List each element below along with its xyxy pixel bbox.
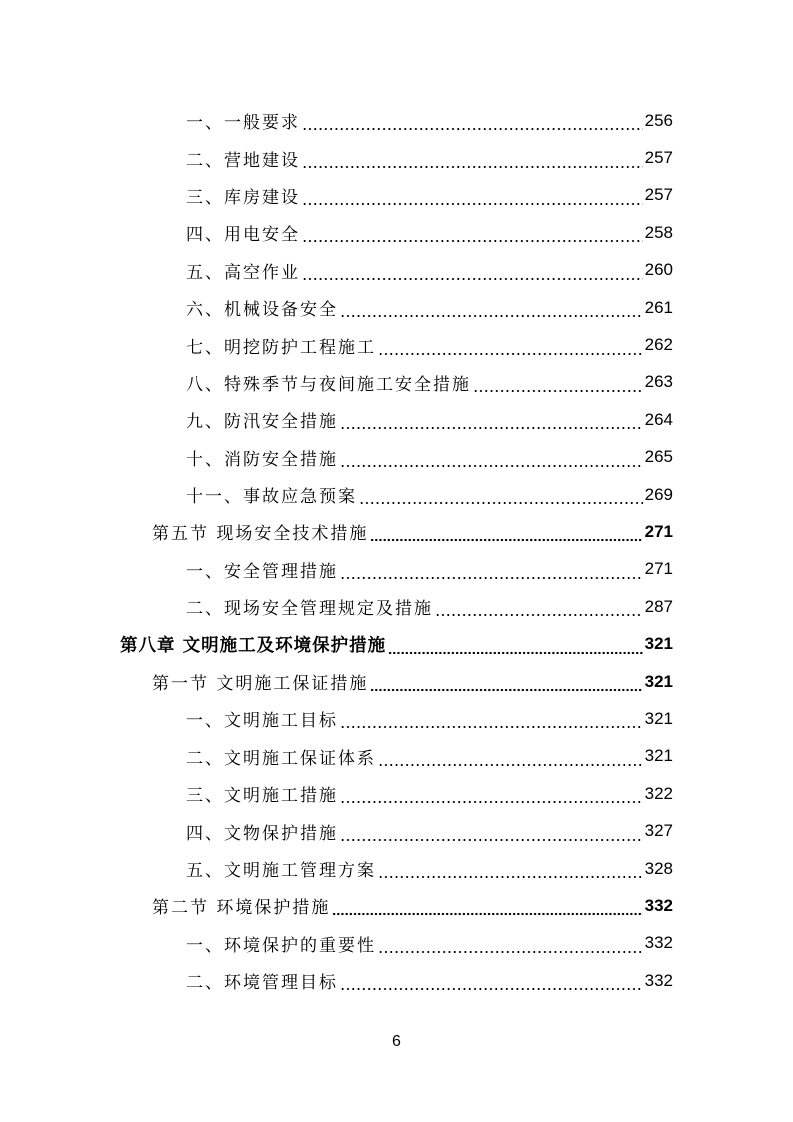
toc-entry-title: 二、现场安全管理规定及措施 (186, 599, 433, 620)
toc-entry-title: 第五节 现场安全技术措施 (152, 524, 369, 545)
toc-entry-page: 257 (644, 148, 673, 168)
toc-entry-item[interactable] (0, 738, 793, 775)
toc-entry-item[interactable] (0, 588, 793, 625)
toc-entry-page: 261 (644, 297, 673, 317)
toc-entry-section[interactable] (0, 513, 793, 550)
toc-entry-item[interactable] (0, 401, 793, 438)
toc-dot-leader (378, 750, 643, 767)
toc-entry-page: 263 (644, 372, 673, 392)
toc-entry-page: 328 (644, 858, 673, 878)
toc-dot-leader (340, 451, 643, 468)
toc-entry-title: 三、文明施工措施 (186, 786, 338, 807)
toc-entry-page: 256 (644, 110, 673, 130)
toc-entry-title: 一、一般要求 (186, 113, 300, 134)
toc-dot-leader (435, 600, 643, 617)
toc-entry-page: 322 (644, 783, 673, 803)
toc-dot-leader (340, 563, 643, 580)
toc-entry-item[interactable] (0, 812, 793, 849)
toc-entry-item[interactable] (0, 476, 793, 513)
toc-entry-title: 五、高空作业 (186, 262, 300, 283)
toc-entry-title: 十、消防安全措施 (186, 449, 338, 470)
toc-dot-leader (302, 264, 643, 281)
toc-entry-title: 第二节 环境保护措施 (152, 898, 331, 919)
page-number: 6 (392, 1033, 401, 1050)
toc-entry-item[interactable] (0, 962, 793, 999)
toc-dot-leader (340, 712, 643, 729)
toc-entry-page: 321 (644, 746, 673, 766)
toc-entry-title: 七、明挖防护工程施工 (186, 337, 376, 358)
toc-dot-leader (340, 974, 643, 991)
toc-entry-page: 321 (644, 671, 673, 691)
toc-entry-page: 260 (644, 260, 673, 280)
toc-dot-leader (340, 413, 643, 430)
toc-entry-page: 321 (644, 634, 673, 654)
toc-entry-item[interactable] (0, 700, 793, 737)
toc-entry-item[interactable] (0, 925, 793, 962)
toc-dot-leader (302, 152, 643, 169)
toc-entry-page: 264 (644, 409, 673, 429)
toc-entry-title: 一、环境保护的重要性 (186, 935, 376, 956)
toc-dot-leader (332, 899, 642, 916)
toc-entry-page: 287 (644, 596, 673, 616)
toc-entry-title: 一、文明施工目标 (186, 711, 338, 732)
toc-entry-title: 一、安全管理措施 (186, 561, 338, 582)
toc-entry-page: 271 (644, 521, 673, 541)
toc-entry-item[interactable] (0, 775, 793, 812)
toc-entry-item[interactable] (0, 326, 793, 363)
toc-entry-title: 六、机械设备安全 (186, 300, 338, 321)
toc-entry-page: 332 (644, 970, 673, 990)
toc-entry-page: 262 (644, 335, 673, 355)
toc-dot-leader (302, 189, 643, 206)
toc-dot-leader (378, 937, 643, 954)
toc-entry-page: 265 (644, 447, 673, 467)
toc-entry-title: 二、文明施工保证体系 (186, 748, 376, 769)
toc-entry-title: 二、营地建设 (186, 150, 300, 171)
toc-entry-item[interactable] (0, 102, 793, 139)
toc-dot-leader (340, 825, 643, 842)
toc-entry-chapter[interactable] (0, 625, 793, 662)
toc-entry-title: 十一、事故应急预案 (186, 487, 357, 508)
toc-dot-leader (340, 301, 643, 318)
toc-dot-leader (378, 862, 643, 879)
toc-dot-leader (388, 637, 643, 655)
toc-entry-section[interactable] (0, 663, 793, 700)
toc-entry-page: 332 (644, 933, 673, 953)
toc-entry-item[interactable] (0, 551, 793, 588)
toc-entry-title: 五、文明施工管理方案 (186, 861, 376, 881)
toc-entry-item[interactable] (0, 289, 793, 326)
table-of-contents (0, 102, 793, 999)
toc-dot-leader (473, 376, 643, 393)
toc-entry-page: 332 (644, 895, 673, 915)
toc-entry-item[interactable] (0, 139, 793, 176)
toc-entry-page: 321 (644, 708, 673, 728)
toc-dot-leader (340, 787, 643, 804)
toc-entry-item[interactable] (0, 177, 793, 214)
toc-entry-title: 四、用电安全 (186, 225, 300, 246)
toc-dot-leader (359, 488, 643, 505)
toc-entry-title: 第八章 文明施工及环境保护措施 (120, 635, 387, 656)
toc-entry-item[interactable] (0, 850, 793, 887)
toc-dot-leader (302, 114, 643, 131)
toc-dot-leader (302, 226, 643, 243)
toc-entry-item[interactable] (0, 364, 793, 401)
toc-entry-title: 四、文物保护措施 (186, 823, 338, 844)
toc-entry-item[interactable] (0, 439, 793, 476)
toc-entry-title: 第一节 文明施工保证措施 (152, 674, 369, 695)
toc-entry-item[interactable] (0, 252, 793, 289)
toc-entry-page: 327 (644, 821, 673, 841)
toc-entry-title: 八、特殊季节与夜间施工安全措施 (186, 374, 471, 395)
toc-dot-leader (370, 675, 642, 692)
toc-entry-page: 258 (644, 222, 673, 242)
toc-entry-title: 二、环境管理目标 (186, 973, 338, 994)
toc-entry-section[interactable] (0, 887, 793, 924)
toc-entry-title: 九、防汛安全措施 (186, 412, 338, 433)
toc-dot-leader (378, 339, 643, 356)
toc-dot-leader (370, 525, 642, 542)
toc-entry-page: 269 (644, 484, 673, 504)
toc-entry-title: 三、库房建设 (186, 187, 300, 208)
toc-entry-item[interactable] (0, 214, 793, 251)
toc-entry-page: 257 (644, 185, 673, 205)
toc-entry-page: 271 (644, 559, 673, 579)
